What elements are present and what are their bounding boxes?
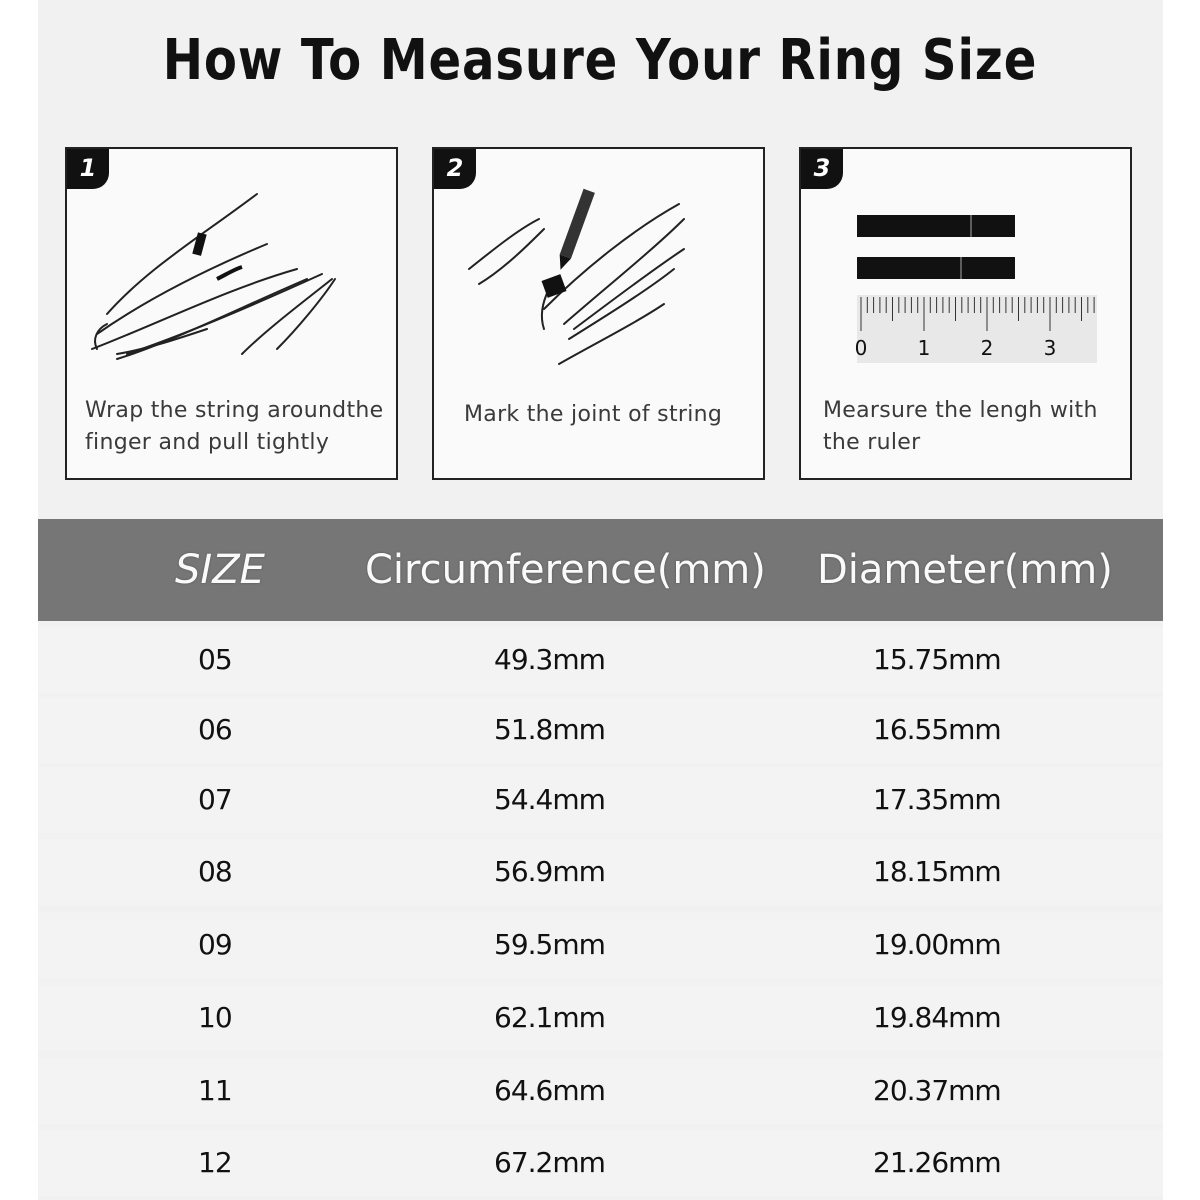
step-3-badge: 3 bbox=[801, 149, 843, 189]
cell-size: 06 bbox=[198, 713, 232, 746]
cell-diameter: 15.75mm bbox=[873, 643, 1001, 676]
step-2-card bbox=[432, 147, 765, 480]
cell-circumference: 51.8mm bbox=[494, 713, 605, 746]
cell-diameter: 19.84mm bbox=[873, 1001, 1001, 1034]
string-bar-top bbox=[857, 215, 1015, 237]
step-1-badge: 1 bbox=[67, 149, 109, 189]
cell-circumference: 56.9mm bbox=[494, 855, 605, 888]
table-row bbox=[38, 1130, 1163, 1196]
header-circumference: Circumference(mm) bbox=[365, 547, 766, 593]
cell-size: 05 bbox=[198, 643, 232, 676]
table-row bbox=[38, 839, 1163, 905]
ruler-label-0: 0 bbox=[854, 336, 868, 360]
cell-circumference: 49.3mm bbox=[494, 643, 605, 676]
step-1-caption-line2: finger and pull tightly bbox=[85, 430, 330, 455]
cell-circumference: 54.4mm bbox=[494, 783, 605, 816]
cell-size: 12 bbox=[198, 1146, 232, 1179]
cell-circumference: 67.2mm bbox=[494, 1146, 605, 1179]
hand-mark-string-illustration bbox=[434, 149, 767, 482]
header-diameter: Diameter(mm) bbox=[817, 547, 1113, 593]
size-table-header bbox=[38, 519, 1163, 621]
step-3-card bbox=[799, 147, 1132, 480]
cell-circumference: 62.1mm bbox=[494, 1001, 605, 1034]
cell-size: 10 bbox=[198, 1001, 232, 1034]
table-row bbox=[38, 1058, 1163, 1124]
ruler-label-2: 2 bbox=[980, 336, 994, 360]
cell-diameter: 19.00mm bbox=[873, 928, 1001, 961]
ruler-label-3: 3 bbox=[1043, 336, 1057, 360]
cell-size: 07 bbox=[198, 783, 232, 816]
table-row bbox=[38, 697, 1163, 763]
step-2-badge: 2 bbox=[434, 149, 476, 189]
step-1-caption-line1: Wrap the string aroundthe bbox=[85, 398, 384, 423]
table-row bbox=[38, 912, 1163, 978]
ruler-label-1: 1 bbox=[917, 336, 931, 360]
table-row bbox=[38, 767, 1163, 833]
cell-diameter: 21.26mm bbox=[873, 1146, 1001, 1179]
step-2-caption-line1: Mark the joint of string bbox=[464, 402, 723, 427]
step-3-caption-line1: Mearsure the lengh with bbox=[823, 398, 1098, 423]
table-row bbox=[38, 627, 1163, 693]
step-1-card bbox=[65, 147, 398, 480]
cell-size: 11 bbox=[198, 1074, 232, 1107]
header-size: SIZE bbox=[175, 547, 265, 593]
cell-diameter: 17.35mm bbox=[873, 783, 1001, 816]
string-bar-bottom bbox=[857, 257, 1015, 279]
cell-diameter: 16.55mm bbox=[873, 713, 1001, 746]
page-title: How To Measure Your Ring Size bbox=[162, 28, 1038, 93]
cell-size: 08 bbox=[198, 855, 232, 888]
cell-diameter: 18.15mm bbox=[873, 855, 1001, 888]
cell-size: 09 bbox=[198, 928, 232, 961]
cell-circumference: 64.6mm bbox=[494, 1074, 605, 1107]
cell-circumference: 59.5mm bbox=[494, 928, 605, 961]
step-3-caption-line2: the ruler bbox=[823, 430, 921, 455]
cell-diameter: 20.37mm bbox=[873, 1074, 1001, 1107]
table-row bbox=[38, 985, 1163, 1051]
